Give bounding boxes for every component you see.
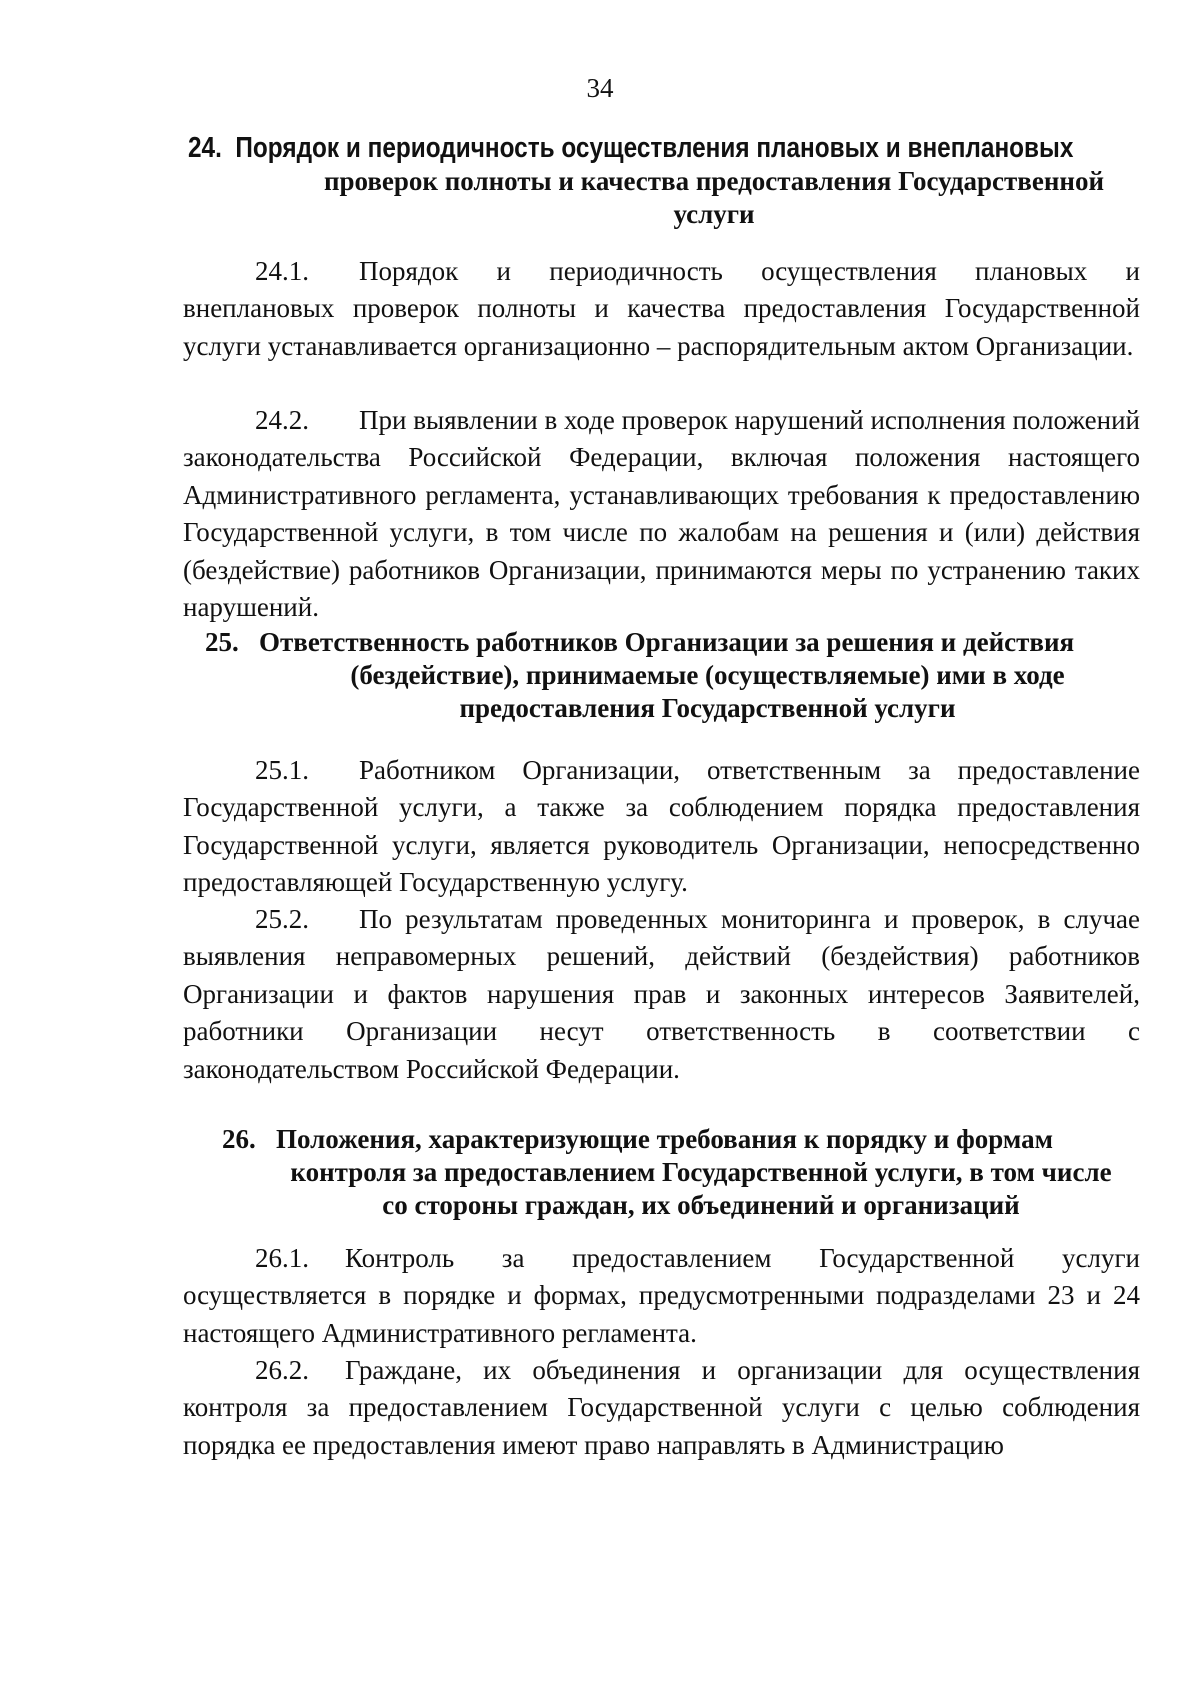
- section-number: 24.: [188, 132, 222, 164]
- section-24-heading-line-3: услуги: [673, 199, 755, 229]
- paragraph-number: 24.2.: [255, 405, 309, 435]
- paragraph-text: Контроль за предоставлением Государственной услуги осуществляется в порядке и формах, предусмотренными подразделами 23 и 24 настоящего Административного регламента.: [183, 1243, 1140, 1348]
- section-number: 26.: [222, 1124, 256, 1154]
- section-25-heading-line-3: предоставления Государственной услуги: [459, 693, 956, 723]
- paragraph-26-1: [183, 1240, 1140, 1352]
- heading-text: Положения, характеризующие требования к порядку и формам: [276, 1124, 1053, 1154]
- paragraph-number: 26.1.: [255, 1243, 309, 1273]
- heading-text: Ответственность работников Организации за решения и действия: [259, 627, 1075, 657]
- section-26-heading-line-3: со стороны граждан, их объединений и организаций: [382, 1190, 1020, 1220]
- section-24-heading-line-1: [188, 132, 1074, 165]
- section-25-heading-line-1: [205, 626, 1140, 659]
- paragraph-number: 24.1.: [255, 256, 309, 286]
- paragraph-text: По результатам проведенных мониторинга и проверок, в случае выявления неправомерных решений, действий (бездействия) работников Организации и фактов нарушения прав и законных интересов Заявителей, работники Организации несут ответственность в соответствии с законодательством Российской Федерации.: [183, 904, 1140, 1084]
- section-25-heading-line-2: (бездействие), принимаемые (осуществляемые) ими в ходе: [350, 660, 1065, 690]
- paragraph-text: При выявлении в ходе проверок нарушений исполнения положений законодательства Российской Федерации, включая положения настоящего Административного регламента, устанавливающих требования к предоставлению Государственной услуги, в том числе по жалобам на решения и (или) действия (бездействие) работников Организации, принимаются меры по устранению таких нарушений.: [183, 405, 1140, 623]
- section-25-heading: [205, 626, 1140, 725]
- paragraph-number: 25.2.: [255, 904, 309, 934]
- heading-text: Порядок и периодичность осуществления плановых и внеплановых: [235, 132, 1074, 164]
- paragraph-25-1: [183, 752, 1140, 902]
- paragraph-number: 26.2.: [255, 1355, 309, 1385]
- section-26-heading-line-2: контроля за предоставлением Государственной услуги, в том числе: [290, 1157, 1112, 1187]
- paragraph-text: Граждане, их объединения и организации для осуществления контроля за предоставлением Государственной услуги с целью соблюдения порядка ее предоставления имеют право направлять в Администрацию: [183, 1355, 1140, 1460]
- paragraph-25-2: [183, 901, 1140, 1088]
- section-24-heading-line-2: проверок полноты и качества предоставления Государственной: [323, 166, 1105, 196]
- paragraph-text: Порядок и периодичность осуществления плановых и внеплановых проверок полноты и качества предоставления Государственной услуги устанавливается организационно – распорядительным актом Организации.: [183, 256, 1140, 361]
- section-number: 25.: [205, 627, 239, 657]
- section-26-heading-line-1: [222, 1123, 1140, 1156]
- page-number: 34: [586, 73, 614, 103]
- paragraph-text: Работником Организации, ответственным за предоставление Государственной услуги, а также за соблюдением порядка предоставления Государственной услуги, является руководитель Организации, непосредственно предоставляющей Государственную услугу.: [183, 755, 1140, 898]
- paragraph-number: 25.1.: [255, 755, 309, 785]
- paragraph-24-2: [183, 402, 1140, 626]
- paragraph-26-2: [183, 1352, 1140, 1464]
- paragraph-24-1: [183, 253, 1140, 365]
- section-26-heading: [222, 1123, 1140, 1222]
- section-24-heading: [188, 132, 1140, 231]
